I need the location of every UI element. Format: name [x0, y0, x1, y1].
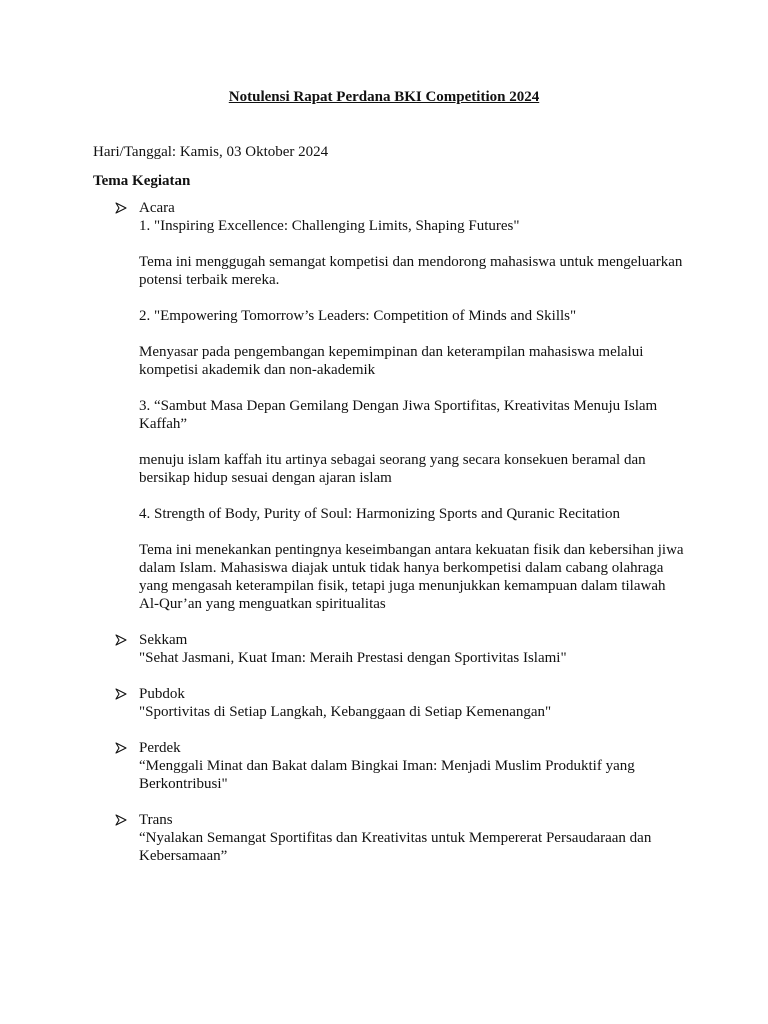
- arrow-bullet-icon: [115, 811, 129, 829]
- list-item-perdek: [139, 739, 684, 793]
- arrow-bullet-icon: [115, 685, 129, 703]
- section-heading: Tema Kegiatan: [93, 173, 191, 189]
- arrow-bullet-icon: [115, 631, 129, 649]
- arrow-bullet-icon: [115, 199, 129, 217]
- theme-text: “Nyalakan Semangat Sportifitas dan Kreativitas untuk Mempererat Persaudaraan dan Kebersamaan”: [139, 830, 652, 864]
- section-name: Sekkam: [139, 632, 188, 648]
- theme-text: 4. Strength of Body, Purity of Soul: Harmonizing Sports and Quranic Recitation: [139, 506, 621, 522]
- theme-text: 1. "Inspiring Excellence: Challenging Limits, Shaping Futures": [139, 218, 520, 234]
- list-item-pubdok: [139, 685, 684, 721]
- section-name: Perdek: [139, 740, 181, 756]
- list-item-sekkam: [139, 631, 684, 667]
- theme-text: "Sportivitas di Setiap Langkah, Kebanggaan di Setiap Kemenangan": [139, 704, 552, 720]
- section-name: Pubdok: [139, 686, 185, 702]
- theme-description: menuju islam kaffah itu artinya sebagai seorang yang secara konsekuen beramal dan bersikap hidup sesuai dengan ajaran islam: [139, 452, 646, 486]
- theme-text: 2. "Empowering Tomorrow’s Leaders: Competition of Minds and Skills": [139, 308, 577, 324]
- theme-description: Tema ini menggugah semangat kompetisi dan mendorong mahasiswa untuk mengeluarkan potensi terbaik mereka.: [139, 254, 683, 288]
- theme-description: Menyasar pada pengembangan kepemimpinan dan keterampilan mahasiswa melalui kompetisi akademik dan non-akademik: [139, 344, 644, 378]
- theme-text: "Sehat Jasmani, Kuat Iman: Meraih Prestasi dengan Sportivitas Islami": [139, 650, 567, 666]
- document-title: Notulensi Rapat Perdana BKI Competition 2024: [228, 89, 540, 105]
- theme-text: “Menggali Minat dan Bakat dalam Bingkai Iman: Menjadi Muslim Produktif yang Berkontribusi": [139, 758, 635, 792]
- section-name: Trans: [139, 812, 173, 828]
- date-line: Hari/Tanggal: Kamis, 03 Oktober 2024: [93, 144, 329, 160]
- list-item-trans: [139, 811, 684, 865]
- section-name: Acara: [139, 200, 175, 216]
- theme-list: [139, 199, 684, 883]
- arrow-bullet-icon: [115, 739, 129, 757]
- list-item-acara: [139, 199, 684, 613]
- theme-text: 3. “Sambut Masa Depan Gemilang Dengan Jiwa Sportifitas, Kreativitas Menuju Islam Kaffah”: [139, 398, 658, 432]
- theme-description: Tema ini menekankan pentingnya keseimbangan antara kekuatan fisik dan kebersihan jiwa dalam Islam. Mahasiswa diajak untuk tidak hanya berkompetisi dalam cabang olahraga yang mengasah keterampilan fisik, tetapi juga menunjukkan kemampuan dalam tilawah Al-Qur’an yang menguatkan spiritualitas: [139, 542, 684, 612]
